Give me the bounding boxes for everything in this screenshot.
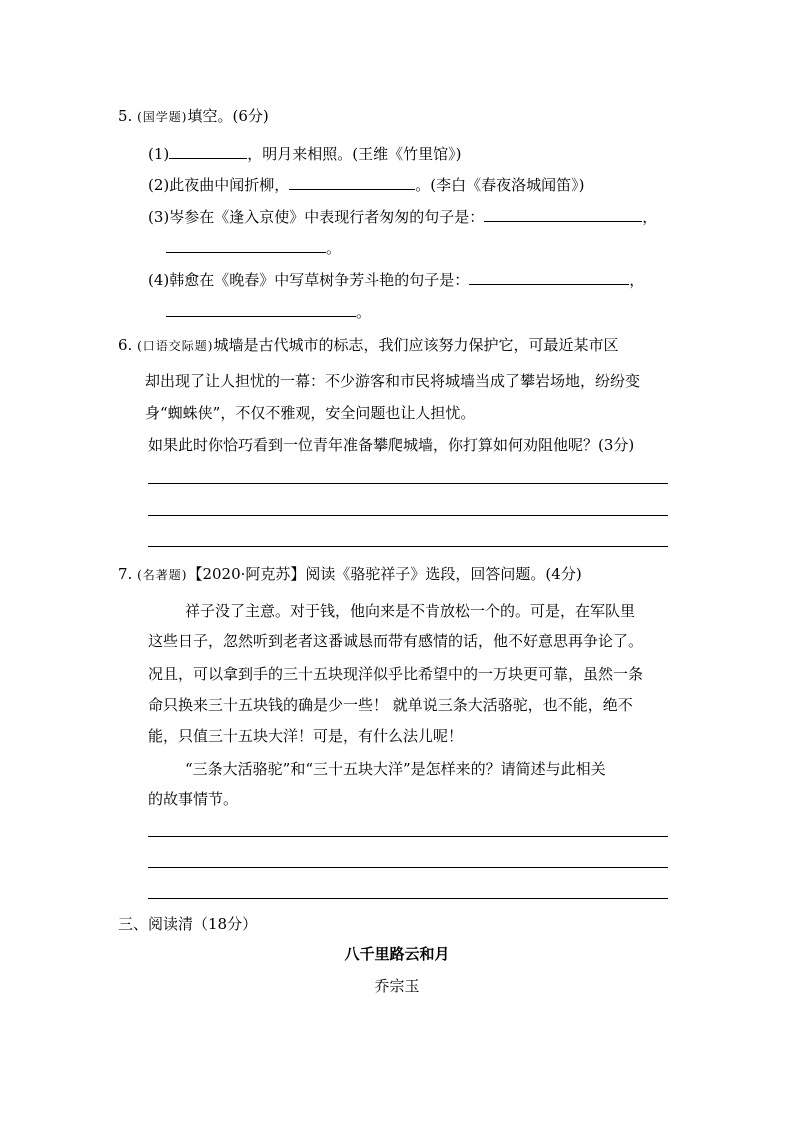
q6-header: 6. (口语交际题)城墙是古代城市的标志，我们应该努力保护它，可最近某市区 <box>118 336 619 354</box>
q5-item-3-cont: 。 <box>166 238 341 258</box>
q7-passage-line: 命只换来三十五块钱的确是少一些！ 就单说三条大活骆驼，也不能，绝不 <box>148 696 633 714</box>
q6-line: 身“蜘蛛侠”，不仅不雅观，安全问题也让人担忧。 <box>145 404 476 422</box>
answer-blank[interactable] <box>484 207 642 222</box>
q7-passage-line: 这些日子，忽然听到老者这番诚恳而带有感情的话，他不好意思再争论了。 <box>148 632 644 650</box>
q7-question-line: “三条大活骆驼”和“三十五块大洋”是怎样来的？请简述与此相关 <box>185 760 606 778</box>
article-title: 八千里路云和月 <box>344 945 450 963</box>
q5-tag: (国学题) <box>137 110 188 124</box>
q6-line: 却出现了让人担忧的一幕：不少游客和市民将城墙当成了攀岩场地，纷纷变 <box>145 372 641 390</box>
q5-item-1: (1) ，明月来相照。(王维《竹里馆》) <box>148 145 462 163</box>
answer-blank[interactable] <box>169 144 247 159</box>
q5-text: 填空。(6分) <box>187 107 269 125</box>
answer-line[interactable] <box>148 867 668 868</box>
answer-line[interactable] <box>148 515 668 516</box>
answer-line[interactable] <box>148 898 668 899</box>
q7-question-line: 的故事情节。 <box>148 790 239 808</box>
q7-number: 7. <box>118 565 133 583</box>
article-author: 乔宗玉 <box>374 977 420 995</box>
answer-blank[interactable] <box>469 270 629 285</box>
q5-item-4-cont: 。 <box>166 302 371 322</box>
q7-passage-line: 祥子没了主意。对于钱，他向来是不肯放松一个的。可是，在军队里 <box>185 602 636 620</box>
section-heading: 三、阅读清（18分） <box>118 915 258 933</box>
q5-item-4: (4)韩愈在《晚春》中写草树争芳斗艳的句子是： ， <box>148 271 645 289</box>
answer-blank[interactable] <box>289 175 415 190</box>
q6-tag: (口语交际题) <box>137 339 214 353</box>
q5-item-2: (2)此夜曲中闻折柳， 。(李白《春夜洛城闻笛》) <box>148 176 585 194</box>
answer-line[interactable] <box>148 483 668 484</box>
q5-number: 5. <box>118 107 133 125</box>
q7-passage-line: 况且，可以拿到手的三十五块现洋似乎比希望中的一万块更可靠，虽然一条 <box>148 665 644 683</box>
q7-tag: (名著题) <box>137 568 188 582</box>
answer-blank[interactable] <box>166 302 356 317</box>
q6-number: 6. <box>118 336 133 354</box>
q5-header <box>118 106 269 127</box>
q7-source: 【2020·阿克苏】 <box>187 565 306 583</box>
answer-line[interactable] <box>148 836 668 837</box>
q7-header: 7. (名著题)【2020·阿克苏】阅读《骆驼祥子》选段，回答问题。(4分) <box>118 565 582 583</box>
answer-line[interactable] <box>148 546 668 547</box>
q6-prompt: 如果此时你恰巧看到一位青年准备攀爬城墙，你打算如何劝阻他呢？(3分) <box>148 436 635 454</box>
q7-passage-line: 能，只值三十五块大洋！可是，有什么法儿呢！ <box>148 727 464 745</box>
q5-item-3: (3)岑参在《逢入京使》中表现行者匆匆的句子是： ， <box>148 208 658 226</box>
answer-blank[interactable] <box>166 238 326 253</box>
